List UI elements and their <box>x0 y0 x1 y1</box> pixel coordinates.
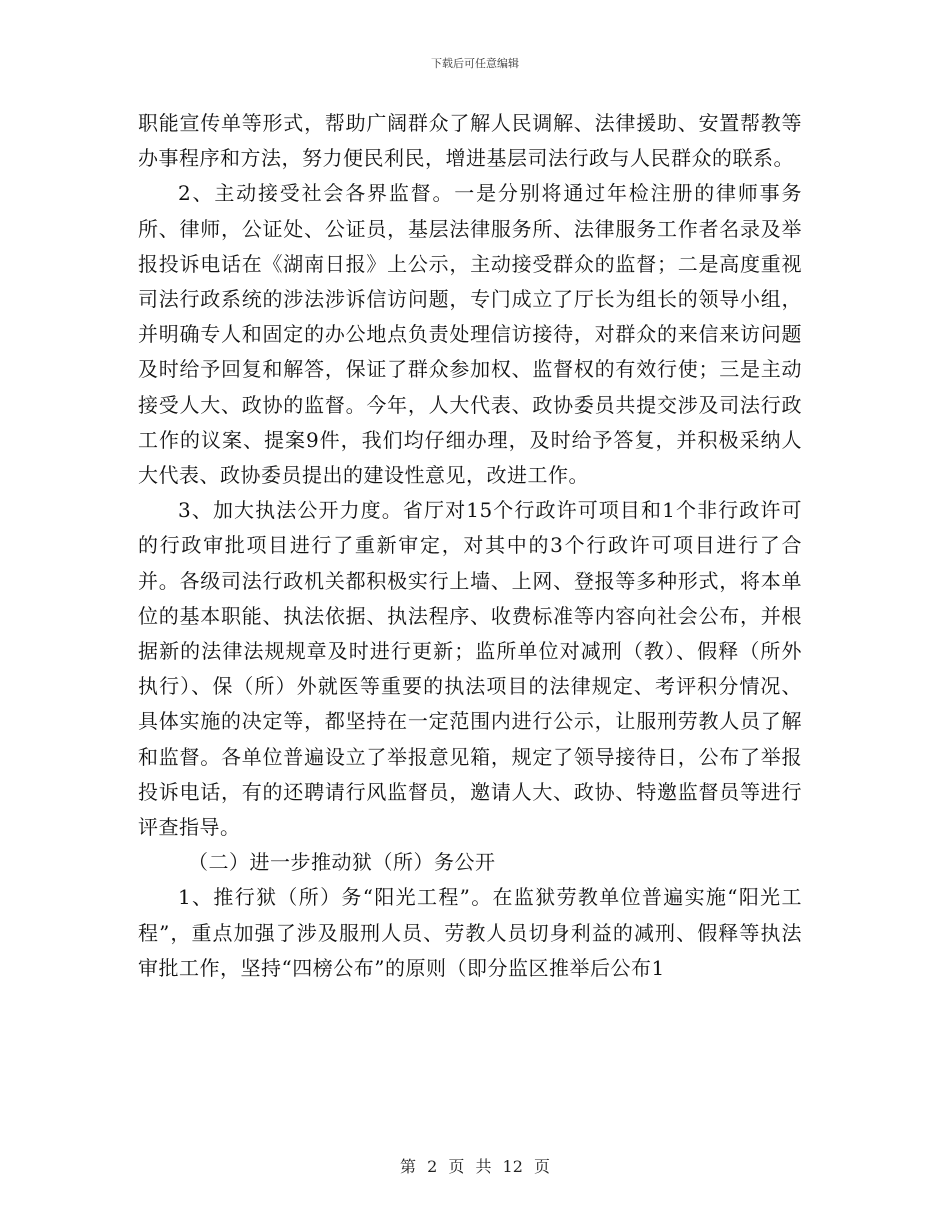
page-header: 下载后可任意编辑 <box>431 57 519 70</box>
paragraph-supervision: 2、主动接受社会各界监督。一是分别将通过年检注册的律师事务所、律师，公证处、公证员，基层法律服务所、法律服务工作者名录及举报投诉电话在《湖南日报》上公示，主动接受群众的监督；二是高度重视司法行政系统的涉法涉诉信访问题，专门成立了厅长为组长的领导小组，并明确专人和固定的办公地点负责处理信访接待，对群众的来信来访问题及时给予回复和解答，保证了群众参加权、监督权的有效行使；三是主动接受人大、政协的监督。今年，人大代表、政协委员共提交涉及司法行政工作的议案、提案9件，我们均仔细办理，及时给予答复，并积极采纳人大代表、政协委员提出的建设性意见，改进工作。 <box>138 181 802 488</box>
page-number-footer: 第 2 页 共 12 页 <box>400 1157 550 1176</box>
paragraph-continuation: 职能宣传单等形式，帮助广阔群众了解人民调解、法律援助、安置帮教等办事程序和方法，努力便民利民，增进基层司法行政与人民群众的联系。 <box>138 111 802 171</box>
paragraph-law-enforcement: 3、加大执法公开力度。省厅对15个行政许可项目和1个非行政许可的行政审批项目进行了重新审定，对其中的3个行政许可项目进行了合并。各级司法行政机关都积极实行上墙、上网、登报等多种形式，将本单位的基本职能、执法依据、执法程序、收费标准等内容向社会公布，并根据新的法律法规规章及时进行更新；监所单位对减刑（教）、假释（所外执行）、保（所）外就医等重要的执法项目的法律规定、考评积分情况、具体实施的决定等，都坚持在一定范围内进行公示，让服刑劳教人员了解和监督。各单位普遍设立了举报意见箱，规定了领导接待日，公布了举报投诉电话，有的还聘请行风监督员，邀请人大、政协、特邀监督员等进行评查指导。 <box>138 498 802 840</box>
section-subheading: （二）进一步推动狱（所）务公开 <box>188 850 496 875</box>
paragraph-sunshine-project: 1、推行狱（所）务“阳光工程”。在监狱劳教单位普遍实施“阳光工程”，重点加强了涉及服刑人员、劳教人员切身利益的减刑、假释等执法审批工作，坚持“四榜公布”的原则（即分监区推举后公布1 <box>138 885 802 980</box>
document-body <box>138 106 802 986</box>
